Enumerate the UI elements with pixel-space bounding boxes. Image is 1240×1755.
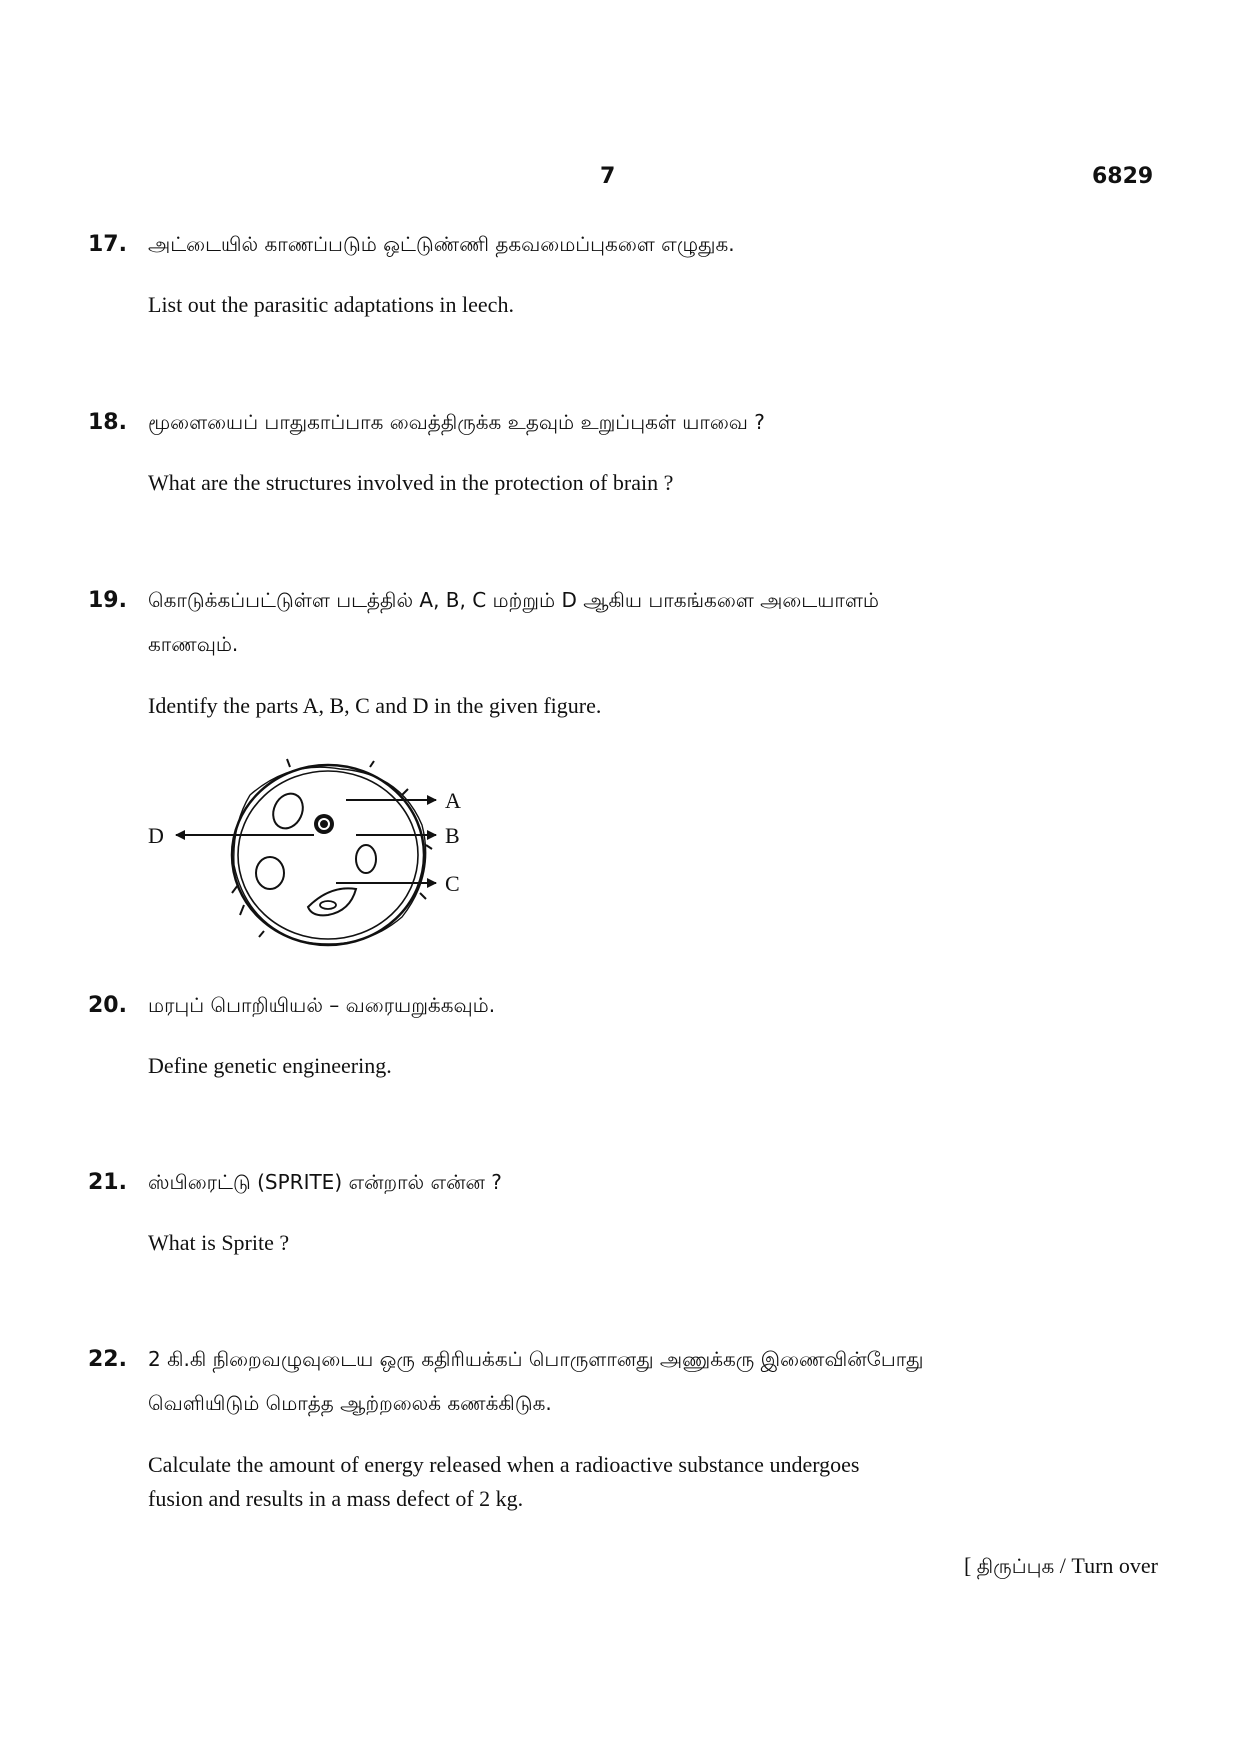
tamil-line-1: 2 கி.கி நிறைவழுவுடைய ஒரு கதிரியக்கப் பொருளானது அணுக்கரு இணைவின்போது bbox=[148, 1347, 924, 1371]
question-text-tamil: ஸ்பிரைட்டு (SPRITE) என்றால் என்ன ? bbox=[148, 1170, 502, 1194]
english-line-1: Calculate the amount of energy released when a radioactive substance undergoes bbox=[148, 1452, 860, 1477]
question-text-tamil: மரபுப் பொறியியல் – வரையறுக்கவும். bbox=[148, 993, 496, 1017]
question-text-english: What are the structures involved in the protection of brain ? bbox=[148, 470, 674, 495]
tamil-line-2: வெளியிடும் மொத்த ஆற்றலைக் கணக்கிடுக. bbox=[148, 1391, 552, 1415]
question-number: 18. bbox=[88, 410, 127, 435]
cell-figure bbox=[140, 755, 540, 955]
question-number: 22. bbox=[88, 1347, 127, 1372]
turn-over-note bbox=[964, 1553, 1158, 1581]
english-line-2: fusion and results in a mass defect of 2 kg. bbox=[148, 1486, 524, 1511]
paper-code: 6829 bbox=[1092, 164, 1154, 189]
question-number: 17. bbox=[88, 232, 127, 257]
nucleus bbox=[314, 814, 334, 834]
question-text-english: What is Sprite ? bbox=[148, 1230, 290, 1255]
question-text-english: List out the parasitic adaptations in leech. bbox=[148, 292, 514, 317]
footer-english: Turn over bbox=[1071, 1553, 1158, 1578]
question-number: 20. bbox=[88, 993, 127, 1018]
footer-tamil: திருப்புக bbox=[976, 1554, 1055, 1578]
label-d: D bbox=[148, 823, 164, 848]
tamil-line-1: கொடுக்கப்பட்டுள்ள படத்தில் A, B, C மற்றும் D ஆகிய பாகங்களை அடையாளம் bbox=[148, 588, 879, 612]
label-a: A bbox=[445, 788, 461, 813]
footer-separator: / bbox=[1059, 1553, 1066, 1578]
question-number: 19. bbox=[88, 588, 127, 613]
question-text-english: Define genetic engineering. bbox=[148, 1053, 392, 1078]
question-text-english: Identify the parts A, B, C and D in the given figure. bbox=[148, 693, 602, 718]
footer-bracket: [ bbox=[963, 1553, 972, 1578]
page-number: 7 bbox=[600, 164, 616, 189]
question-text-tamil bbox=[148, 578, 1188, 666]
question-text-tamil bbox=[148, 1337, 1188, 1425]
question-text-tamil: மூளையைப் பாதுகாப்பாக வைத்திருக்க உதவும் உறுப்புகள் யாவை ? bbox=[148, 410, 765, 434]
vacuole bbox=[268, 789, 309, 833]
question-number: 21. bbox=[88, 1170, 127, 1195]
question-text-english bbox=[148, 1448, 1188, 1516]
organelle-c-inner bbox=[320, 901, 336, 909]
vacuole bbox=[356, 845, 376, 873]
cell-membrane-outline bbox=[238, 771, 418, 939]
vacuole bbox=[256, 857, 284, 889]
label-b: B bbox=[445, 823, 460, 848]
tamil-line-2: காணவும். bbox=[148, 632, 239, 656]
label-c: C bbox=[445, 871, 460, 896]
question-text-tamil: அட்டையில் காணப்படும் ஒட்டுண்ணி தகவமைப்புகளை எழுதுக. bbox=[148, 232, 735, 256]
